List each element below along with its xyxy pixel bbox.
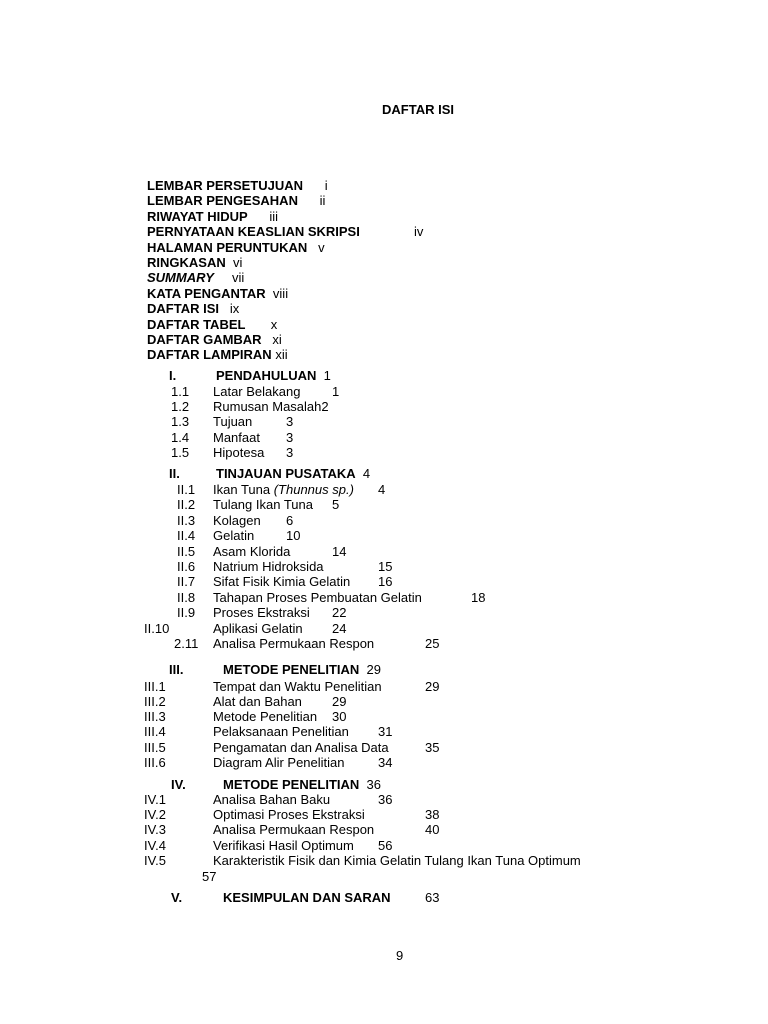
- chapter-1-heading: [216, 368, 331, 383]
- section-page: 1: [332, 384, 340, 399]
- front-matter-list: [147, 178, 423, 363]
- section-page: 31: [378, 724, 393, 739]
- section-number: II.1: [177, 482, 196, 497]
- section-page: 16: [378, 574, 393, 589]
- chapter-page: 29: [366, 662, 381, 677]
- toc-entry: [147, 347, 423, 362]
- section-label: Analisa Permukaan Respon: [213, 636, 375, 651]
- toc-entry: [147, 178, 423, 193]
- entry-label: SUMMARY: [147, 270, 214, 286]
- section-label-italic: (Thunnus sp.): [273, 482, 354, 497]
- toc-entry: [147, 255, 423, 270]
- entry-page: viii: [272, 285, 289, 301]
- section-label: Alat dan Bahan: [213, 694, 302, 709]
- section-number: III.1: [144, 679, 166, 694]
- section-label: Sifat Fisik Kimia Gelatin: [213, 574, 351, 589]
- chapter-5-number: V.: [171, 890, 183, 905]
- chapter-2-heading: [216, 466, 370, 481]
- section-page: 2: [321, 399, 329, 414]
- section-label: Latar Belakang: [213, 384, 301, 399]
- section-label: Manfaat: [213, 430, 260, 445]
- section-number: 1.5: [171, 445, 190, 460]
- entry-label: DAFTAR TABEL: [147, 316, 246, 332]
- chapter-4-number: IV.: [171, 777, 186, 792]
- section-number: 1.1: [171, 384, 190, 399]
- section-page: 3: [286, 445, 294, 460]
- section-label: Tahapan Proses Pembuatan Gelatin: [213, 590, 422, 605]
- section-number: 2.11: [174, 636, 199, 651]
- entry-page: vii: [232, 270, 245, 286]
- chapter-page: 1: [323, 368, 331, 383]
- entry-page: x: [270, 316, 278, 332]
- chapter-title: METODE PENELITIAN: [223, 777, 360, 792]
- section-label: Analisa Permukaan Respon: [213, 822, 375, 837]
- entry-label: LEMBAR PENGESAHAN: [147, 193, 298, 209]
- section-number: 1.3: [171, 414, 190, 429]
- toc-entry: [147, 270, 423, 285]
- section-page: 5: [332, 497, 340, 512]
- chapter-3-heading: [223, 662, 381, 677]
- section-number: II.2: [177, 497, 196, 512]
- section-label: Kolagen: [213, 513, 261, 528]
- section-number: II.9: [177, 605, 196, 620]
- section-number: III.4: [144, 724, 166, 739]
- section-label: Karakteristik Fisik dan Kimia Gelatin Tulang Ikan Tuna Optimum: [213, 853, 581, 868]
- toc-entry: [147, 209, 423, 224]
- section-page: 34: [378, 755, 393, 770]
- section-label: Rumusan Masalah: [213, 399, 322, 414]
- entry-page: ii: [319, 193, 326, 209]
- entry-page: v: [318, 239, 325, 255]
- toc-entry: [147, 224, 423, 239]
- entry-label: LEMBAR PERSETUJUAN: [147, 178, 304, 193]
- section-label: Tulang Ikan Tuna: [213, 497, 313, 512]
- section-label: Proses Ekstraksi: [213, 605, 310, 620]
- section-label: Hipotesa: [213, 445, 265, 460]
- section-entry: [213, 482, 354, 497]
- section-number: IV.1: [144, 792, 166, 807]
- section-label: Natrium Hidroksida: [213, 559, 324, 574]
- entry-label: KATA PENGANTAR: [147, 285, 266, 301]
- toc-entry: [147, 332, 423, 347]
- section-number: IV.3: [144, 822, 166, 837]
- section-number: III.6: [144, 755, 166, 770]
- section-label: Pelaksanaan Penelitian: [213, 724, 349, 739]
- section-page: 3: [286, 414, 294, 429]
- section-label: Analisa Bahan Baku: [213, 792, 331, 807]
- section-number: II.4: [177, 528, 196, 543]
- entry-label: RINGKASAN: [147, 254, 226, 270]
- section-page: 6: [286, 513, 294, 528]
- section-page: 40: [425, 822, 440, 837]
- section-page: 10: [286, 528, 301, 543]
- entry-label: DAFTAR ISI: [147, 301, 219, 317]
- section-number: IV.5: [144, 853, 166, 868]
- section-label: Ikan Tuna: [213, 482, 274, 497]
- section-number: II.3: [177, 513, 196, 528]
- entry-page: i: [324, 178, 328, 193]
- section-label: Verifikasi Hasil Optimum: [213, 838, 354, 853]
- section-label: Diagram Alir Penelitian: [213, 755, 345, 770]
- entry-page: iv: [414, 224, 424, 240]
- section-page: 38: [425, 807, 440, 822]
- chapter-page: 36: [366, 777, 381, 792]
- toc-entry: [147, 193, 423, 208]
- section-page: 30: [332, 709, 347, 724]
- chapter-title: METODE PENELITIAN: [223, 662, 360, 677]
- section-number: II.7: [177, 574, 196, 589]
- chapter-page: 63: [425, 890, 440, 905]
- section-number: II.5: [177, 544, 196, 559]
- section-label: Metode Penelitian: [213, 709, 318, 724]
- chapter-title: TINJAUAN PUSATAKA: [216, 466, 356, 481]
- chapter-1-number: I.: [169, 368, 177, 383]
- entry-page: iii: [269, 208, 278, 224]
- chapter-2-number: II.: [169, 466, 180, 481]
- chapter-3-number: III.: [169, 662, 184, 677]
- section-number: IV.2: [144, 807, 166, 822]
- section-number: IV.4: [144, 838, 166, 853]
- entry-page: vi: [232, 254, 243, 270]
- entry-page: xii: [275, 347, 288, 363]
- page-number: 9: [396, 948, 404, 963]
- section-label: Gelatin: [213, 528, 255, 543]
- section-label: Optimasi Proses Ekstraksi: [213, 807, 365, 822]
- section-label: Pengamatan dan Analisa Data: [213, 740, 389, 755]
- section-number: II.8: [177, 590, 196, 605]
- toc-entry: [147, 286, 423, 301]
- section-page: 29: [425, 679, 440, 694]
- section-page: 15: [378, 559, 393, 574]
- toc-entry: [147, 301, 423, 316]
- section-page: 3: [286, 430, 294, 445]
- section-number: III.5: [144, 740, 166, 755]
- entry-label: DAFTAR LAMPIRAN: [147, 347, 272, 363]
- section-number: III.2: [144, 694, 166, 709]
- section-label: Aplikasi Gelatin: [213, 621, 303, 636]
- chapter-4-heading: [223, 777, 381, 792]
- toc-entry: [147, 240, 423, 255]
- section-page: 29: [332, 694, 347, 709]
- section-label: Tempat dan Waktu Penelitian: [213, 679, 382, 694]
- section-number: 1.4: [171, 430, 190, 445]
- section-number: II.10: [144, 621, 170, 636]
- section-page: 36: [378, 792, 393, 807]
- entry-label: DAFTAR GAMBAR: [147, 331, 262, 347]
- section-number: II.6: [177, 559, 196, 574]
- section-page: 25: [425, 636, 440, 651]
- section-page: 35: [425, 740, 440, 755]
- section-entry: [213, 399, 329, 414]
- section-page: 56: [378, 838, 393, 853]
- entry-page: ix: [229, 301, 240, 317]
- section-page: 4: [378, 482, 386, 497]
- chapter-page: 4: [362, 466, 371, 481]
- entry-label: RIWAYAT HIDUP: [147, 208, 248, 224]
- entry-label: PERNYATAAN KEASLIAN SKRIPSI: [147, 224, 360, 240]
- section-label: Asam Klorida: [213, 544, 291, 559]
- entry-label: HALAMAN PERUNTUKAN: [147, 239, 308, 255]
- chapter-title: PENDAHULUAN: [216, 368, 317, 383]
- section-number: 1.2: [171, 399, 190, 414]
- section-page: 57: [202, 869, 217, 884]
- toc-entry: [147, 317, 423, 332]
- section-page: 18: [471, 590, 486, 605]
- section-page: 24: [332, 621, 347, 636]
- section-page: 14: [332, 544, 347, 559]
- section-page: 22: [332, 605, 347, 620]
- section-number: III.3: [144, 709, 166, 724]
- page-title: DAFTAR ISI: [382, 102, 454, 117]
- chapter-title: KESIMPULAN DAN SARAN: [223, 890, 391, 905]
- section-label: Tujuan: [213, 414, 253, 429]
- entry-page: xi: [272, 331, 282, 347]
